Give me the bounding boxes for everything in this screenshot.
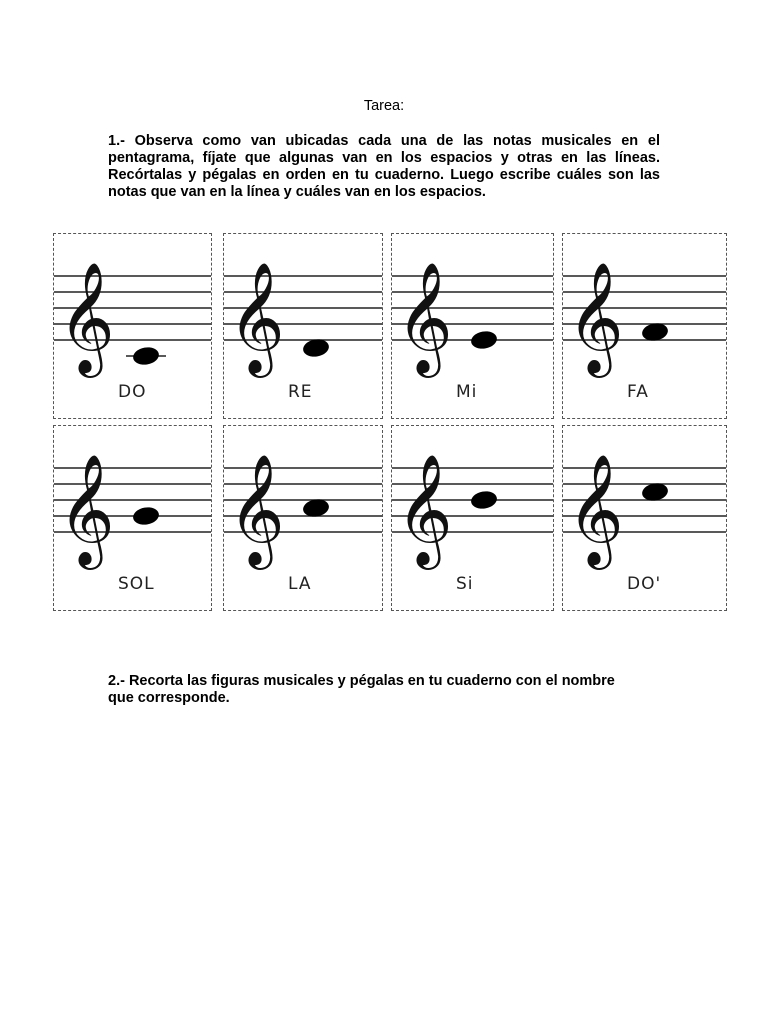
note-label: Mi bbox=[456, 382, 478, 402]
note-card bbox=[562, 425, 727, 611]
treble-clef-icon: 𝄞 bbox=[567, 261, 624, 373]
treble-clef-icon: 𝄞 bbox=[228, 261, 285, 373]
note-card bbox=[391, 233, 554, 419]
note-label: RE bbox=[288, 382, 313, 402]
note-head bbox=[132, 505, 161, 526]
note-label: LA bbox=[288, 574, 312, 594]
note-label: Si bbox=[456, 574, 474, 594]
note-head bbox=[470, 329, 499, 350]
treble-clef-icon: 𝄞 bbox=[396, 453, 453, 565]
note-label: FA bbox=[627, 382, 649, 402]
treble-clef-icon: 𝄞 bbox=[58, 261, 115, 373]
treble-clef-icon: 𝄞 bbox=[567, 453, 624, 565]
note-card bbox=[223, 425, 383, 611]
treble-clef-icon: 𝄞 bbox=[58, 453, 115, 565]
note-label: DO bbox=[118, 382, 147, 402]
note-card bbox=[53, 233, 212, 419]
note-card bbox=[53, 425, 212, 611]
instruction-1: 1.- Observa como van ubicadas cada una de las notas musicales en el pentagrama, fíjate que algunas van en los espacios y otras en las líneas. Recórtalas y pégalas en orden en tu cuaderno. Luego escribe cuáles son las notas que van en la línea y cuáles van en los espacios. bbox=[108, 133, 660, 200]
note-head bbox=[132, 345, 161, 366]
note-head bbox=[470, 489, 499, 510]
instruction-2: 2.- Recorta las figuras musicales y pégalas en tu cuaderno con el nombre que corresponde. bbox=[108, 673, 615, 706]
note-card bbox=[562, 233, 727, 419]
treble-clef-icon: 𝄞 bbox=[396, 261, 453, 373]
note-card bbox=[391, 425, 554, 611]
note-label: SOL bbox=[118, 574, 155, 594]
treble-clef-icon: 𝄞 bbox=[228, 453, 285, 565]
note-card bbox=[223, 233, 383, 419]
note-label: DO' bbox=[627, 574, 662, 594]
worksheet-title: Tarea: bbox=[363, 98, 405, 114]
